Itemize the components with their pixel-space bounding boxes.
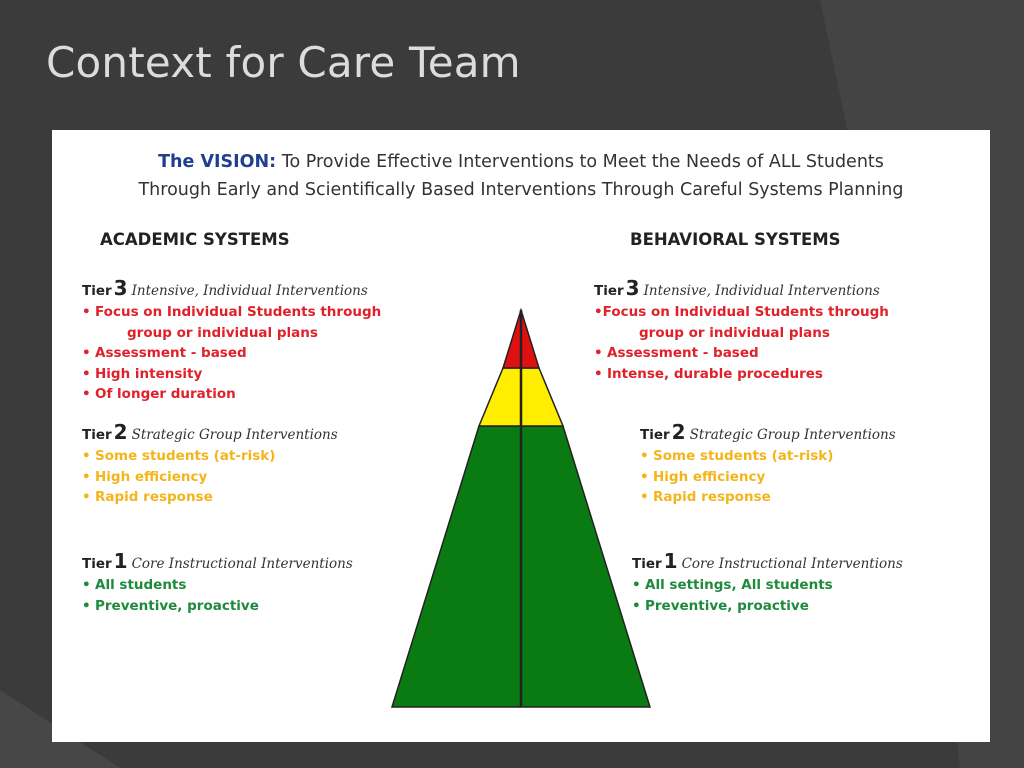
tier-description: Strategic Group Interventions <box>131 427 338 443</box>
list-item: group or individual plans <box>127 324 318 341</box>
list-item: • Of longer duration <box>82 386 236 402</box>
tier-word: Tier <box>82 283 112 299</box>
slide-title: Context for Care Team <box>46 38 521 87</box>
behavioral-tier-1-label <box>632 549 903 573</box>
tier-word: Tier <box>632 556 662 572</box>
list-item: • Rapid response <box>640 489 771 505</box>
tier-number: 2 <box>671 420 686 444</box>
behavioral-tier-3-label <box>594 276 889 300</box>
behavioral-tier-2-label <box>640 420 896 444</box>
list-item: • All students <box>82 577 187 593</box>
list-item: • Some students (at-risk) <box>640 448 834 464</box>
behavioral-tier-1-items <box>632 575 903 616</box>
tier-number: 3 <box>113 276 128 300</box>
list-item: • Assessment - based <box>82 345 247 361</box>
tier-description: Intensive, Individual Interventions <box>643 283 880 299</box>
tier-description: Core Instructional Interventions <box>131 556 353 572</box>
academic-systems-heading: ACADEMIC SYSTEMS <box>100 230 290 249</box>
tier-description: Intensive, Individual Interventions <box>131 283 368 299</box>
list-item: • Intense, durable procedures <box>594 365 823 382</box>
tier-word: Tier <box>82 556 112 572</box>
list-item: • Rapid response <box>82 489 213 505</box>
tier-word: Tier <box>594 283 624 299</box>
behavioral-tier-1 <box>632 549 903 616</box>
behavioral-systems-heading: BEHAVIORAL SYSTEMS <box>630 230 841 249</box>
tier-number: 1 <box>663 549 678 573</box>
behavioral-tier-2 <box>640 420 896 508</box>
list-item: • Preventive, proactive <box>632 597 809 614</box>
tier-description: Strategic Group Interventions <box>689 427 896 443</box>
tier-description: Core Instructional Interventions <box>681 556 903 572</box>
vision-lead: The VISION: <box>158 152 277 172</box>
list-item: • All settings, All students <box>632 577 833 593</box>
vision-line-2: Through Early and Scientifically Based Interventions Through Careful Systems Planning <box>138 180 904 200</box>
list-item: • Assessment - based <box>594 345 759 361</box>
tier-number: 1 <box>113 549 128 573</box>
behavioral-tier-3-items <box>594 302 889 384</box>
tier-number: 2 <box>113 420 128 444</box>
tier-word: Tier <box>82 427 112 443</box>
list-item: group or individual plans <box>639 324 830 341</box>
list-item: • High efficiency <box>640 468 766 485</box>
list-item: • High intensity <box>82 365 203 382</box>
tier-number: 3 <box>625 276 640 300</box>
list-item: •Focus on Individual Students through <box>594 304 889 320</box>
list-item: • Focus on Individual Students through <box>82 304 382 320</box>
behavioral-tier-2-items <box>640 446 896 508</box>
tier-word: Tier <box>640 427 670 443</box>
rti-diagram-panel <box>52 130 990 742</box>
list-item: • High efficiency <box>82 468 208 485</box>
behavioral-tier-3 <box>594 276 889 384</box>
vision-line-1-text: To Provide Effective Interventions to Meet the Needs of ALL Students <box>281 152 884 172</box>
list-item: • Preventive, proactive <box>82 597 259 614</box>
list-item: • Some students (at-risk) <box>82 448 276 464</box>
